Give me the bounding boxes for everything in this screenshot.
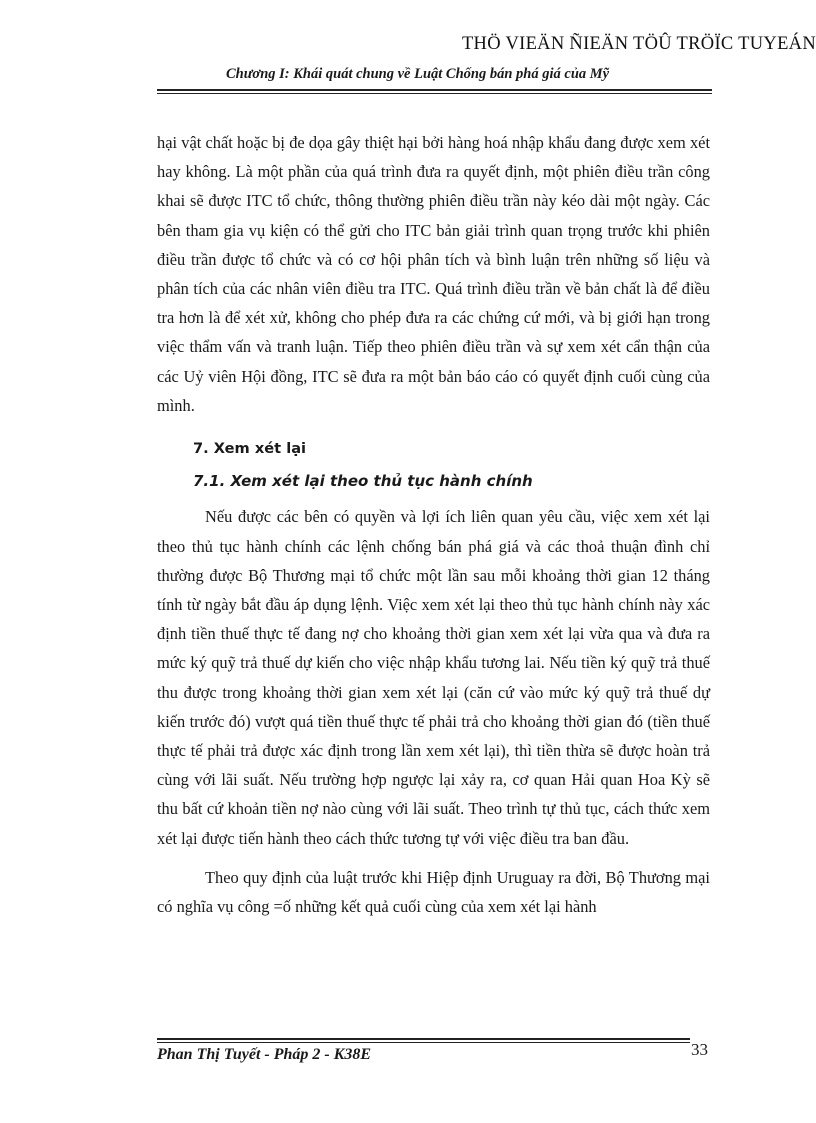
chapter-header: Chương I: Khái quát chung về Luật Chống bán phá giá của Mỹ <box>226 66 610 82</box>
paragraph-uruguay: Theo quy định của luật trước khi Hiệp định Uruguay ra đời, Bộ Thương mại có nghĩa vụ công =ố những kết quả cuối cùng của xem xét lại hành <box>157 867 710 917</box>
page-number: 33 <box>691 1040 708 1059</box>
footer-author: Phan Thị Tuyết - Pháp 2 - K38E <box>157 1046 372 1063</box>
subsection-heading: 7.1. Xem xét lại theo thủ tục hành chính <box>193 472 533 491</box>
footer-rule <box>157 1038 690 1043</box>
paragraph-continued: hại vật chất hoặc bị đe dọa gây thiệt hại bởi hàng hoá nhập khẩu đang được xem xét hay không. Là một phần của quá trình đưa ra quyết định, một phiên điều trần công khai sẽ được ITC tổ chức, thông thường phiên điều trần này kéo dài một ngày. Các bên tham gia vụ kiện có thể gửi cho ITC bản giải trình quan trọng trước khi phiên điều trần được tổ chức và có cơ hội phân tích và bình luận trên những số liệu và phân tích của các nhân viên điều tra ITC. Quá trình điều trần về bản chất là để điều tra hơn là để xét xử, không cho phép đưa ra các chứng cứ mới, và bị giới hạn trong việc thẩm vấn và tranh luận. Tiếp theo phiên điều trần và sự xem xét cẩn thận của các Uỷ viên Hội đồng, ITC sẽ đưa ra một bản báo cáo có quyết định cuối cùng của mình. <box>157 133 710 415</box>
library-watermark: THÖ VIEÄN ÑIEÄN TÖÛ TRÖÏC TUYEÁN <box>461 34 816 54</box>
section-heading: 7. Xem xét lại <box>193 440 307 458</box>
header-rule <box>157 89 712 94</box>
page-body <box>157 128 710 921</box>
paragraph-review-procedure: Nếu được các bên có quyền và lợi ích liên quan yêu cầu, việc xem xét lại theo thủ tục hành chính các lệnh chống bán phá giá và các thoả thuận đình chỉ thường được Bộ Thương mại tổ chức một lần sau mỗi khoảng thời gian 12 tháng tính từ ngày bắt đầu áp dụng lệnh. Việc xem xét lại theo thủ tục hành chính này xác định tiền thuế thực tế đang nợ cho khoảng thời gian xem xét lại vừa qua và đưa ra mức ký quỹ trả thuế dự kiến cho việc nhập khẩu tương lai. Nếu tiền ký quỹ trả thuế thu được trong khoảng thời gian xem xét lại (căn cứ vào mức ký quỹ trả thuế dự kiến trước đó) vượt quá tiền thuế thực tế phải trả cho khoảng thời gian đó (tiền thuế thực tế phải trả được xác định trong lần xem xét lại), thì tiền thừa sẽ được hoàn trả cùng với lãi suất. Nếu trường hợp ngược lại xảy ra, cơ quan Hải quan Hoa Kỳ sẽ thu bất cứ khoản tiền nợ nào cùng với lãi suất. Theo trình tự thủ tục, cách thức xem xét lại được tiến hành theo cách thức tương tự với việc điều tra ban đầu. <box>157 507 710 848</box>
